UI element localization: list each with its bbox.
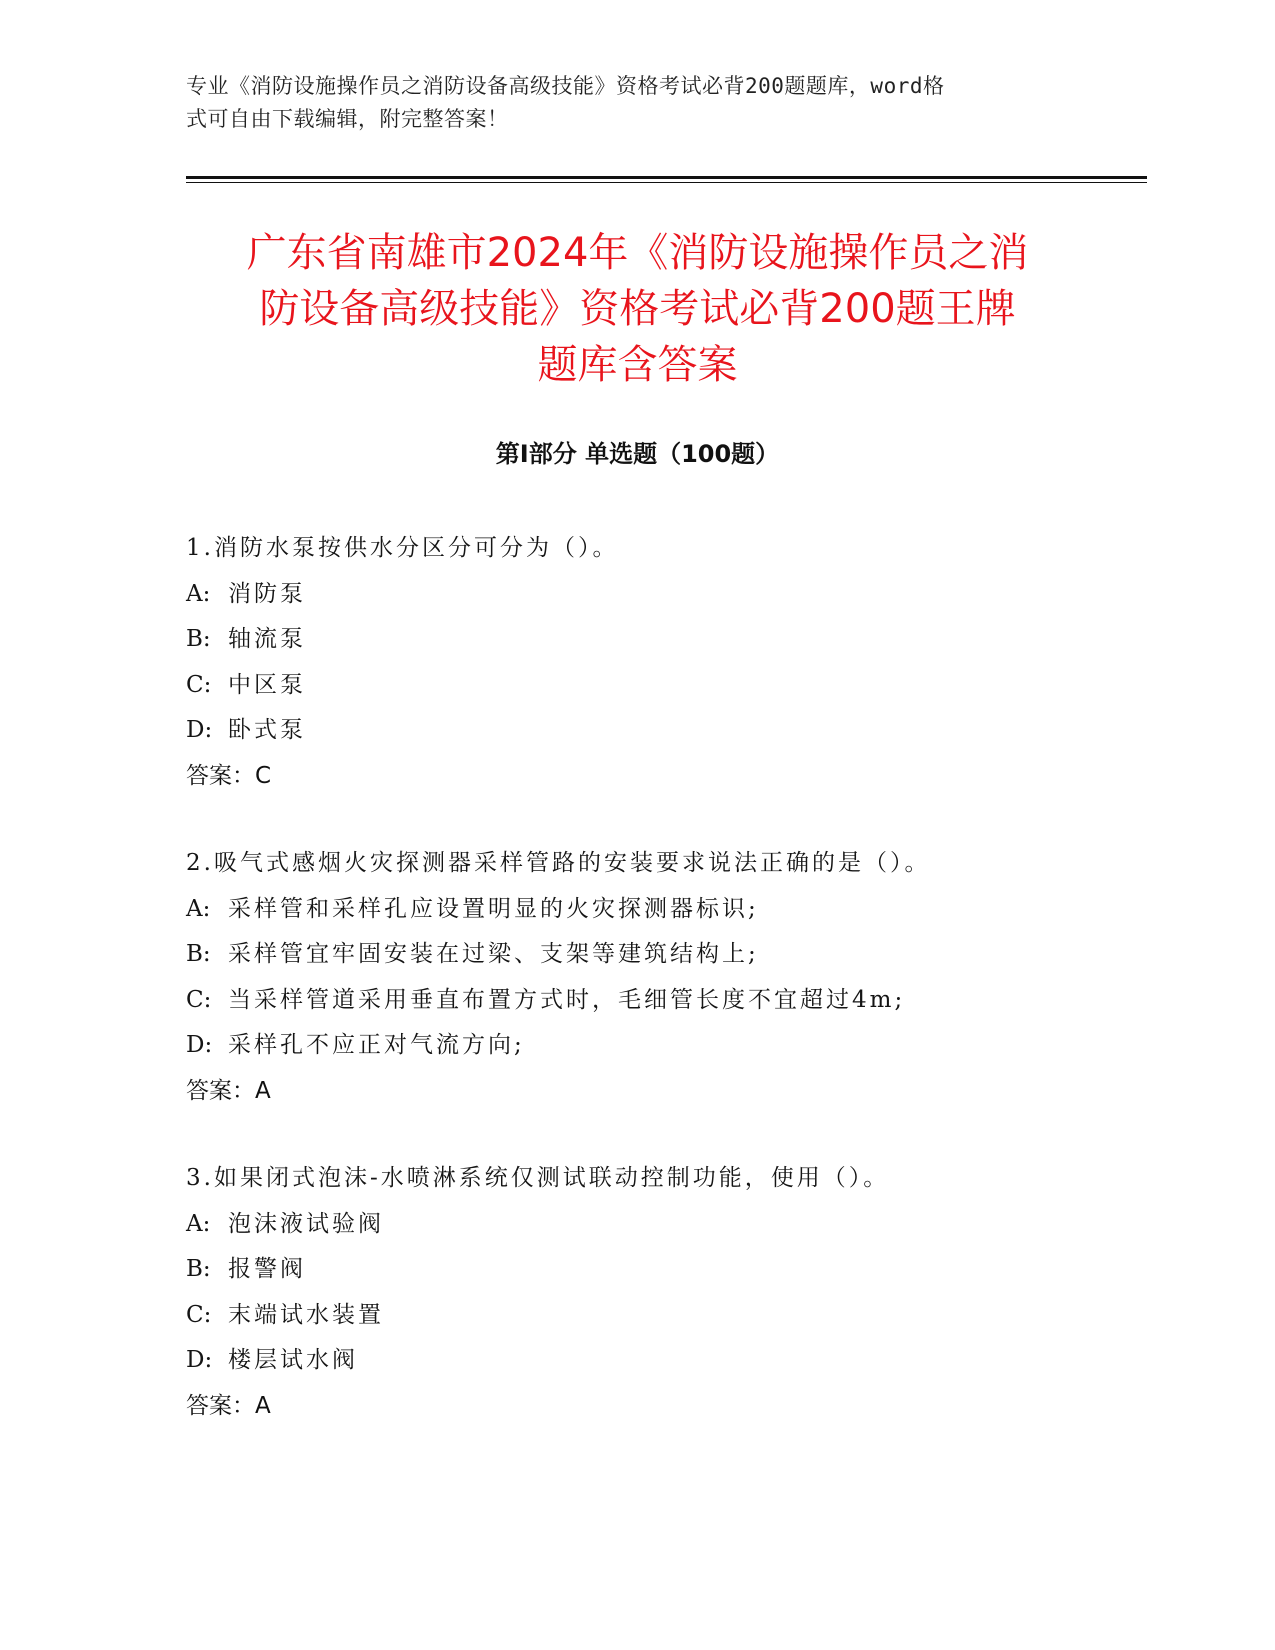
header-divider-thick [186, 176, 1147, 179]
option-text: 消防泵 [228, 580, 306, 607]
option-d [186, 708, 1146, 754]
option-text: 当采样管道采用垂直布置方式时，毛细管长度不宜超过4m; [228, 986, 906, 1013]
answer-text: 答案：C [186, 762, 272, 789]
option-letter: D: [186, 717, 213, 743]
answer-text: 答案：A [186, 1077, 271, 1104]
option-letter: B: [186, 941, 211, 967]
option-c [186, 978, 1146, 1024]
option-text: 采样管宜牢固安装在过梁、支架等建筑结构上; [228, 941, 759, 967]
document-title [150, 225, 1125, 393]
option-c [186, 1293, 1146, 1339]
option-letter: B: [186, 1256, 211, 1282]
option-b [186, 1247, 1146, 1293]
question-stem: 1.消防水泵按供水分区分可分为（）。 [186, 535, 619, 561]
option-letter: C: [186, 986, 212, 1013]
option-letter: C: [186, 1301, 212, 1328]
question-stem: 2.吸气式感烟火灾探测器采样管路的安装要求说法正确的是（）。 [186, 850, 931, 876]
option-b [186, 617, 1146, 663]
question-1 [186, 526, 1146, 799]
option-c [186, 663, 1146, 709]
header-note-line-1: 专业《消防设施操作员之消防设备高级技能》资格考试必背200题题库，word格 [186, 74, 945, 98]
header-divider-thin [186, 182, 1147, 183]
option-letter: A: [186, 1210, 211, 1237]
option-text: 报警阀 [228, 1256, 306, 1282]
option-letter: B: [186, 626, 211, 652]
option-text: 楼层试水阀 [228, 1347, 358, 1373]
option-letter: A: [186, 580, 211, 607]
question-list [186, 526, 1146, 1471]
answer-text: 答案：A [186, 1392, 271, 1419]
question-stem: 3.如果闭式泡沫-水喷淋系统仅测试联动控制功能，使用（）。 [186, 1165, 890, 1191]
option-b [186, 932, 1146, 978]
question-2 [186, 841, 1146, 1114]
option-text: 泡沫液试验阀 [228, 1210, 384, 1237]
option-d [186, 1338, 1146, 1384]
option-a [186, 1202, 1146, 1248]
option-a [186, 887, 1146, 933]
option-text: 卧式泵 [228, 717, 306, 743]
option-text: 中区泵 [228, 671, 306, 698]
option-text: 采样管和采样孔应设置明显的火灾探测器标识; [228, 895, 759, 922]
document-header-note [186, 70, 1066, 136]
question-3 [186, 1156, 1146, 1429]
section-heading: 第Ⅰ部分 单选题（100题） [495, 440, 780, 468]
option-a [186, 572, 1146, 618]
document-title-line-2: 防设备高级技能》资格考试必背200题王牌 [259, 286, 1016, 332]
option-text: 轴流泵 [228, 626, 306, 652]
option-text: 采样孔不应正对气流方向; [228, 1032, 525, 1058]
header-note-line-2: 式可自由下载编辑，附完整答案！ [186, 107, 509, 131]
document-title-line-3: 题库含答案 [537, 342, 738, 388]
option-text: 末端试水装置 [228, 1301, 384, 1328]
document-title-line-1: 广东省南雄市2024年《消防设施操作员之消 [246, 230, 1029, 276]
option-letter: C: [186, 671, 212, 698]
option-letter: D: [186, 1347, 213, 1373]
option-letter: A: [186, 895, 211, 922]
option-letter: D: [186, 1032, 213, 1058]
option-d [186, 1023, 1146, 1069]
